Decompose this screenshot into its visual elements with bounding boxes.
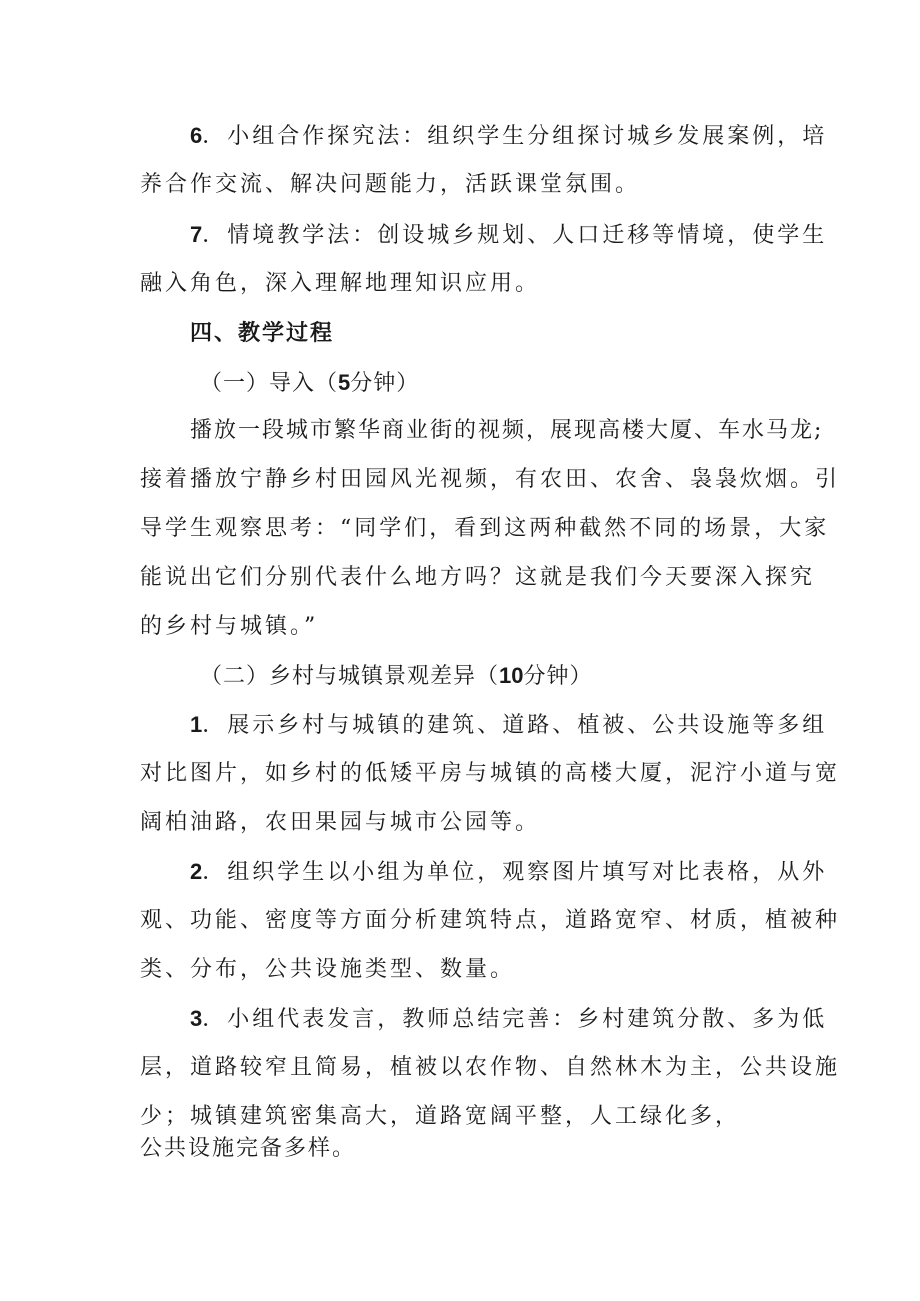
part-1-heading-num: 5 xyxy=(338,370,351,395)
item-7-line-1 xyxy=(190,220,827,251)
part-2-item-2-text: ．组织学生以小组为单位，观察图片填写对比表格，从外 xyxy=(202,860,828,885)
item-7-text: ．情境教学法：创设城乡规划、人口迁移等情境，使学生 xyxy=(202,223,828,248)
part-2-heading xyxy=(200,661,593,692)
part-2-item-3-line-4: 公共设施完备多样。 xyxy=(140,1136,357,1161)
part-2-item-3-text: ．小组代表发言，教师总结完善：乡村建筑分散、多为低 xyxy=(202,1007,828,1032)
part-2-item-1-number: 1 xyxy=(190,712,203,737)
part-2-item-3-line-1 xyxy=(190,1004,827,1035)
item-6-text: ．小组合作探究法：组织学生分组探讨城乡发展案例，培 xyxy=(202,124,828,149)
part-1-line-4: 能说出它们分别代表什么地方吗？这就是我们今天要深入探究 xyxy=(140,565,816,590)
part-1-heading xyxy=(200,368,419,399)
part-1-heading-post: 分钟） xyxy=(350,371,420,396)
part-2-item-3-number: 3 xyxy=(190,1006,203,1031)
part-2-item-2-line-2: 观、功能、密度等方面分析建筑特点，道路宽窄、材质，植被种 xyxy=(140,908,841,933)
part-1-line-1: 播放一段城市繁华商业街的视频，展现高楼大厦、车水马龙; xyxy=(190,418,824,443)
part-2-item-3-line-3: 少；城镇建筑密集高大，道路宽阔平整，人工绿化多， xyxy=(140,1104,741,1129)
section-heading: 四、教学过程 xyxy=(190,320,335,346)
part-2-item-1-line-2: 对比图片，如乡村的低矮平房与城镇的高楼大厦，泥泞小道与宽 xyxy=(140,761,841,786)
part-2-item-2-number: 2 xyxy=(190,859,203,884)
part-2-heading-post: 分钟） xyxy=(523,664,593,689)
item-6-number: 6 xyxy=(190,123,203,148)
part-2-item-1-line-1 xyxy=(190,710,827,741)
item-6-line-1 xyxy=(190,121,827,152)
part-2-item-1-line-3: 阔柏油路，农田果园与城市公园等。 xyxy=(140,810,541,835)
part-1-line-2: 接着播放宁静乡村田园风光视频，有农田、农舍、袅袅炊烟。引 xyxy=(140,467,841,492)
part-2-item-2-line-1 xyxy=(190,857,827,888)
item-7-line-2: 融入角色，深入理解地理知识应用。 xyxy=(140,271,541,296)
part-2-heading-num: 10 xyxy=(499,663,524,688)
part-1-heading-pre: （一）导入（ xyxy=(200,371,339,396)
part-2-heading-pre: （二）乡村与城镇景观差异（ xyxy=(200,664,500,689)
part-2-item-3-line-2: 层，道路较窄且简易，植被以农作物、自然林木为主，公共设施 xyxy=(140,1055,841,1080)
part-2-item-2-line-3: 类、分布，公共设施类型、数量。 xyxy=(140,957,516,982)
part-2-item-1-text: ．展示乡村与城镇的建筑、道路、植被、公共设施等多组 xyxy=(202,713,828,738)
item-6-line-2: 养合作交流、解决问题能力，活跃课堂氛围。 xyxy=(140,172,641,197)
item-7-number: 7 xyxy=(190,222,203,247)
part-1-line-3: 导学生观察思考：“同学们，看到这两种截然不同的场景，大家 xyxy=(140,516,830,541)
part-1-line-5: 的乡村与城镇。” xyxy=(140,614,319,639)
